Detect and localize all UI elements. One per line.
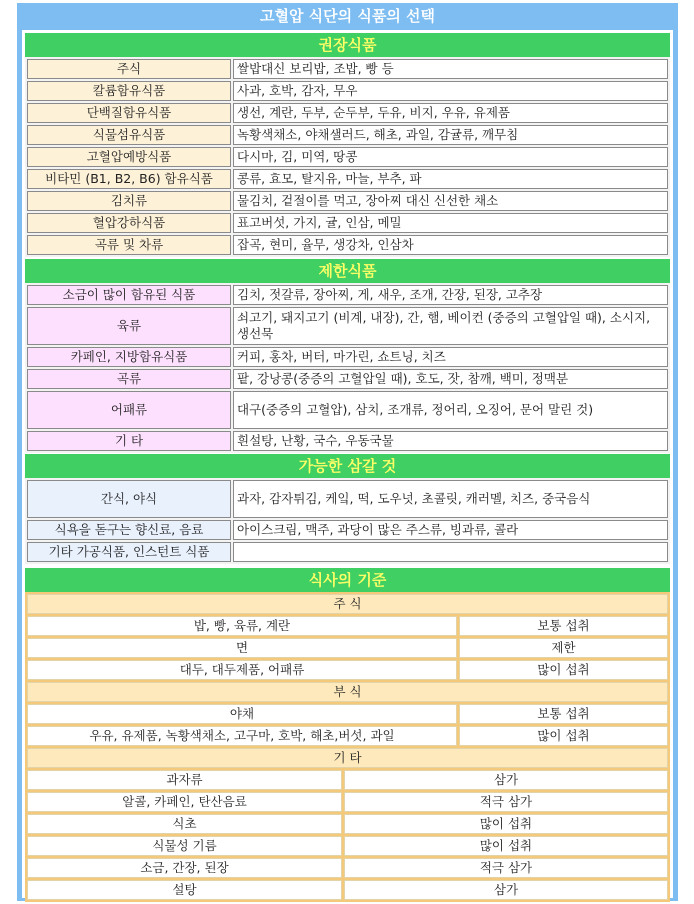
criteria-advice: 보통 섭취 (459, 616, 668, 636)
criteria-item: 대두, 대두제품, 어패류 (27, 660, 457, 680)
row-value: 물김치, 겉절이를 먹고, 장아찌 대신 신선한 채소 (233, 191, 668, 211)
side-table (25, 680, 670, 748)
criteria-advice: 적극 삼가 (344, 792, 668, 812)
staple-table (25, 592, 670, 682)
criteria-advice: 보통 섭취 (459, 704, 668, 724)
criteria-subheader-row (27, 748, 668, 768)
section-header: 제한식품 (25, 259, 670, 283)
restricted-row (27, 285, 668, 305)
row-label: 카페인, 지방함유식품 (27, 347, 231, 367)
row-label: 혈압강하식품 (27, 213, 231, 233)
avoid-row (27, 520, 668, 540)
row-label: 어패류 (27, 391, 231, 429)
row-value: 생선, 계란, 두부, 순두부, 두유, 비지, 우유, 유제품 (233, 103, 668, 123)
row-value: 사과, 호박, 감자, 무우 (233, 81, 668, 101)
avoid-row (27, 542, 668, 562)
criteria-item: 식초 (27, 814, 342, 834)
avoid-table (25, 478, 670, 564)
criteria-advice: 제한 (459, 638, 668, 658)
recommended-row (27, 169, 668, 189)
criteria-row (27, 858, 668, 878)
avoid-row (27, 480, 668, 518)
avoid-section (25, 454, 670, 564)
criteria-row (27, 638, 668, 658)
row-value: 표고버섯, 가지, 귤, 인삼, 메밀 (233, 213, 668, 233)
criteria-item: 밥, 빵, 육류, 계란 (27, 616, 457, 636)
other-table (25, 746, 670, 902)
row-value (233, 542, 668, 562)
row-value: 콩류, 효모, 탈지유, 마늘, 부추, 파 (233, 169, 668, 189)
criteria-item: 과자류 (27, 770, 342, 790)
page-frame (17, 3, 678, 901)
criteria-advice: 많이 섭취 (459, 660, 668, 680)
row-label: 소금이 많이 함유된 식품 (27, 285, 231, 305)
row-label: 곡류 (27, 369, 231, 389)
criteria-row (27, 770, 668, 790)
section-header: 식사의 기준 (25, 568, 670, 592)
criteria-advice: 적극 삼가 (344, 858, 668, 878)
restricted-row (27, 391, 668, 429)
row-value: 잡곡, 현미, 율무, 생강차, 인삼차 (233, 235, 668, 255)
recommended-row (27, 59, 668, 79)
row-label: 곡류 및 차류 (27, 235, 231, 255)
recommended-section (25, 33, 670, 257)
row-label: 식욕을 돋구는 향신료, 음료 (27, 520, 231, 540)
recommended-row (27, 213, 668, 233)
recommended-row (27, 235, 668, 255)
row-label: 간식, 야식 (27, 480, 231, 518)
restricted-section (25, 259, 670, 453)
row-value: 팥, 강낭콩(중증의 고혈압일 때), 호도, 잣, 참깨, 백미, 정맥분 (233, 369, 668, 389)
row-label: 주식 (27, 59, 231, 79)
criteria-row (27, 726, 668, 746)
row-label: 칼륨함유식품 (27, 81, 231, 101)
criteria-advice: 많이 섭취 (344, 814, 668, 834)
criteria-advice: 삼가 (344, 770, 668, 790)
row-label: 식물섬유식품 (27, 125, 231, 145)
criteria-row (27, 704, 668, 724)
row-value: 녹황색채소, 야채샐러드, 해초, 과일, 감귤류, 깨무침 (233, 125, 668, 145)
recommended-row (27, 147, 668, 167)
recommended-row (27, 103, 668, 123)
row-value: 아이스크림, 맥주, 과당이 많은 주스류, 빙과류, 콜라 (233, 520, 668, 540)
criteria-subheader: 주 식 (27, 594, 668, 614)
criteria-item: 우유, 유제품, 녹황색채소, 고구마, 호박, 해초,버섯, 과일 (27, 726, 457, 746)
row-value: 쇠고기, 돼지고기 (비계, 내장), 간, 햄, 베이컨 (중증의 고혈압일 때), 소시지, 생선묵 (233, 307, 668, 345)
criteria-row (27, 814, 668, 834)
row-value: 다시마, 김, 미역, 땅콩 (233, 147, 668, 167)
criteria-row (27, 880, 668, 900)
restricted-row (27, 431, 668, 451)
criteria-item: 야채 (27, 704, 457, 724)
section-header: 권장식품 (25, 33, 670, 57)
row-label: 고혈압예방식품 (27, 147, 231, 167)
row-value: 쌀밥대신 보리밥, 조밥, 빵 등 (233, 59, 668, 79)
criteria-item: 면 (27, 638, 457, 658)
criteria-subheader-row (27, 682, 668, 702)
criteria-advice: 삼가 (344, 880, 668, 900)
criteria-row (27, 660, 668, 680)
recommended-table (25, 57, 670, 257)
row-label: 육류 (27, 307, 231, 345)
restricted-row (27, 347, 668, 367)
recommended-row (27, 81, 668, 101)
criteria-subheader-row (27, 594, 668, 614)
criteria-row (27, 792, 668, 812)
row-label: 기 타 (27, 431, 231, 451)
criteria-section (25, 568, 670, 902)
criteria-subheader: 부 식 (27, 682, 668, 702)
row-label: 비타민 (B1, B2, B6) 함유식품 (27, 169, 231, 189)
criteria-subheader: 기 타 (27, 748, 668, 768)
criteria-advice: 많이 섭취 (459, 726, 668, 746)
restricted-table (25, 283, 670, 453)
criteria-item: 알콜, 카페인, 탄산음료 (27, 792, 342, 812)
row-label: 단백질함유식품 (27, 103, 231, 123)
recommended-row (27, 191, 668, 211)
row-value: 커피, 홍차, 버터, 마가린, 쇼트닝, 치즈 (233, 347, 668, 367)
row-value: 대구(중증의 고혈압), 삼치, 조개류, 정어리, 오징어, 문어 말린 것) (233, 391, 668, 429)
recommended-row (27, 125, 668, 145)
criteria-row (27, 836, 668, 856)
row-value: 흰설탕, 난황, 국수, 우동국물 (233, 431, 668, 451)
section-header: 가능한 삼갈 것 (25, 454, 670, 478)
row-value: 김치, 젓갈류, 장아찌, 게, 새우, 조개, 간장, 된장, 고추장 (233, 285, 668, 305)
criteria-advice: 많이 섭취 (344, 836, 668, 856)
criteria-item: 식물성 기름 (27, 836, 342, 856)
restricted-row (27, 307, 668, 345)
criteria-row (27, 616, 668, 636)
page-title: 고혈압 식단의 식품의 선택 (259, 7, 436, 25)
row-label: 기타 가공식품, 인스턴트 식품 (27, 542, 231, 562)
restricted-row (27, 369, 668, 389)
criteria-item: 설탕 (27, 880, 342, 900)
row-label: 김치류 (27, 191, 231, 211)
row-value: 과자, 감자튀김, 케잌, 떡, 도우넛, 초콜릿, 캐러멜, 치즈, 중국음식 (233, 480, 668, 518)
criteria-item: 소금, 간장, 된장 (27, 858, 342, 878)
content-area (22, 30, 673, 898)
